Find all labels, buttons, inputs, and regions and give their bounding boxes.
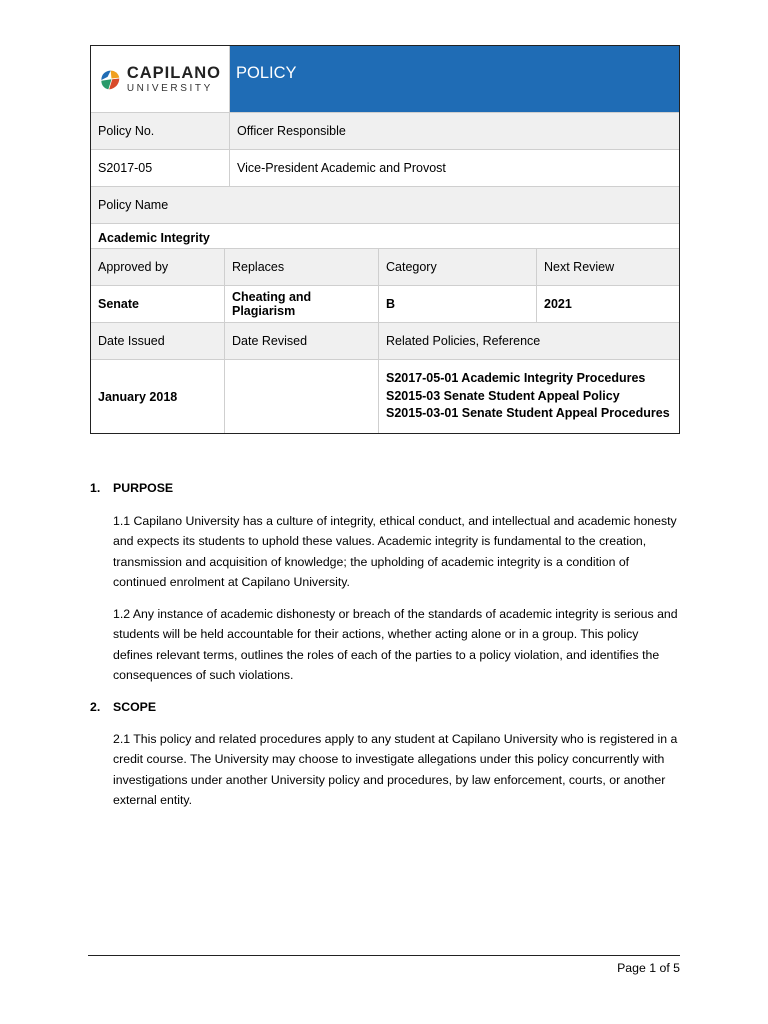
related-policies-list	[378, 360, 679, 433]
section-heading	[90, 697, 680, 717]
category-value: B	[378, 286, 536, 322]
related-policy-item: S2015-03-01 Senate Student Appeal Procedures	[386, 406, 670, 421]
paragraph-text: 1.1 Capilano University has a culture of integrity, ethical conduct, and intellectual and academic honesty and expects its students to uphold these values. Academic integrity is fundamental to the creation, transmission and acquisition of knowledge; the upholding of academic integrity is a condition of continued enrolment at Capilano University.	[113, 514, 677, 589]
purpose-paragraph	[90, 604, 680, 685]
section-heading	[90, 478, 680, 498]
purpose-paragraph	[90, 511, 680, 592]
replaces-value: Cheating and Plagiarism	[224, 286, 378, 322]
footer-divider	[88, 955, 680, 956]
section-number: 2.	[90, 700, 101, 714]
policy-no-label: Policy No.	[98, 124, 155, 138]
policy-name-value-row	[91, 224, 679, 249]
date-issued-label: Date Issued	[98, 334, 165, 348]
section-purpose	[90, 478, 680, 498]
section-title: PURPOSE	[113, 481, 174, 495]
policy-no-label-row	[91, 113, 679, 150]
policy-no-value: S2017-05	[98, 161, 153, 175]
logo-sub-text: UNIVERSITY	[126, 82, 213, 94]
logo-main-text: CAPILANO	[126, 64, 221, 83]
section-number: 1.	[90, 481, 101, 495]
dates-value-row	[91, 360, 679, 433]
category-label: Category	[378, 249, 536, 285]
officer-value: Vice-President Academic and Provost	[229, 150, 679, 186]
policy-name-value: Academic Integrity	[98, 231, 210, 245]
related-label: Related Policies, Reference	[378, 323, 679, 359]
paragraph-text: 2.1 This policy and related procedures apply to any student at Capilano University who is registered in a credit course. The University may choose to investigate allegations under this policy concurrently with investigations under another University policy and procedures, by law enforcement, courts, or another external entity.	[113, 732, 678, 807]
approved-by-value: Senate	[98, 297, 139, 311]
policy-title-banner: POLICY	[229, 46, 679, 112]
capilano-mark-icon	[99, 66, 121, 94]
header-row	[91, 46, 679, 113]
date-issued-value: January 2018	[98, 389, 178, 404]
approval-value-row	[91, 286, 679, 323]
policy-name-label-row	[91, 187, 679, 224]
page-number: Page 1 of 5	[617, 961, 680, 975]
date-revised-label: Date Revised	[224, 323, 378, 359]
policy-name-label: Policy Name	[98, 198, 169, 212]
paragraph-text: 1.2 Any instance of academic dishonesty or breach of the standards of academic integrity is serious and students will be held accountable for their actions, whether acting alone or in a group. This policy defines relevant terms, outlines the roles of each of the parties to a policy violation, and identifies the consequences of such violations.	[113, 607, 678, 682]
date-revised-value	[224, 360, 378, 433]
section-scope	[90, 697, 680, 717]
officer-label: Officer Responsible	[229, 113, 679, 149]
next-review-value: 2021	[536, 286, 679, 322]
policy-info-table	[90, 45, 680, 434]
related-policy-item: S2015-03 Senate Student Appeal Policy	[386, 388, 620, 403]
policy-no-value-row	[91, 150, 679, 187]
capilano-logo	[91, 46, 229, 113]
dates-label-row	[91, 323, 679, 360]
replaces-label: Replaces	[224, 249, 378, 285]
approval-label-row	[91, 249, 679, 286]
section-title: SCOPE	[113, 700, 157, 714]
approved-by-label: Approved by	[98, 260, 169, 274]
logo-wordmark	[127, 65, 221, 94]
related-policy-item: S2017-05-01 Academic Integrity Procedures	[386, 371, 646, 386]
next-review-label: Next Review	[536, 249, 679, 285]
scope-paragraph	[90, 729, 680, 810]
